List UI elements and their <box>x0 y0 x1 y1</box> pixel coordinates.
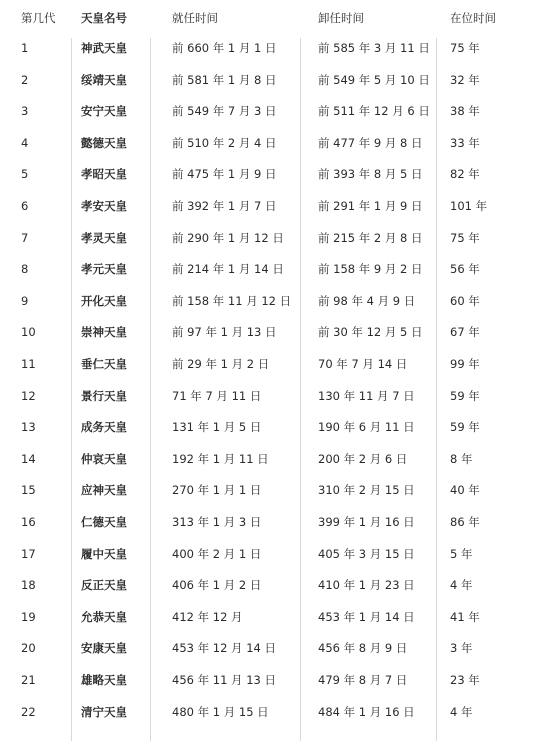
table-row <box>0 349 533 379</box>
cell-start-date: 前 475 年 1 月 9 日 <box>172 167 277 182</box>
cell-start-date: 前 581 年 1 月 8 日 <box>172 72 277 87</box>
cell-generation: 1 <box>21 41 29 55</box>
cell-emperor-name: 景行天皇 <box>81 388 127 403</box>
cell-start-date: 453 年 12 月 14 日 <box>172 641 276 656</box>
cell-reign-length: 67 年 <box>450 325 480 340</box>
cell-start-date: 406 年 1 月 2 日 <box>172 578 262 593</box>
table-row <box>0 223 533 253</box>
cell-emperor-name: 开化天皇 <box>81 293 127 308</box>
header-emperor-name: 天皇名号 <box>81 11 127 25</box>
cell-generation: 18 <box>21 578 36 593</box>
cell-generation: 3 <box>21 104 29 119</box>
cell-generation: 12 <box>21 388 36 403</box>
cell-reign-length: 59 年 <box>450 420 480 435</box>
table-row <box>0 159 533 189</box>
cell-reign-length: 99 年 <box>450 357 480 371</box>
cell-generation: 6 <box>21 199 29 213</box>
cell-start-date: 前 29 年 1 月 2 日 <box>172 357 270 371</box>
cell-emperor-name: 垂仁天皇 <box>81 357 127 371</box>
cell-start-date: 前 549 年 7 月 3 日 <box>172 104 277 119</box>
cell-start-date: 前 660 年 1 月 1 日 <box>172 41 277 55</box>
cell-reign-length: 8 年 <box>450 451 473 466</box>
cell-generation: 21 <box>21 673 36 687</box>
cell-end-date: 310 年 2 月 15 日 <box>318 483 415 498</box>
cell-emperor-name: 允恭天皇 <box>81 609 127 624</box>
cell-start-date: 前 158 年 11 月 12 日 <box>172 293 292 308</box>
cell-emperor-name: 神武天皇 <box>81 41 127 55</box>
table-row <box>0 697 533 727</box>
cell-generation: 22 <box>21 704 36 719</box>
table-row <box>0 444 533 474</box>
cell-start-date: 192 年 1 月 11 日 <box>172 451 269 466</box>
cell-end-date: 190 年 6 月 11 日 <box>318 420 415 435</box>
cell-generation: 15 <box>21 483 36 498</box>
cell-end-date: 200 年 2 月 6 日 <box>318 451 408 466</box>
table-row <box>0 33 533 63</box>
table-row <box>0 665 533 695</box>
cell-reign-length: 60 年 <box>450 293 480 308</box>
header-start-date: 就任时间 <box>172 11 218 25</box>
cell-end-date: 前 215 年 2 月 8 日 <box>318 230 423 245</box>
cell-reign-length: 40 年 <box>450 483 480 498</box>
cell-reign-length: 23 年 <box>450 673 480 687</box>
table-row <box>0 317 533 347</box>
cell-reign-length: 4 年 <box>450 578 473 593</box>
table-row <box>0 191 533 221</box>
cell-emperor-name: 孝昭天皇 <box>81 167 127 182</box>
header-reign-length: 在位时间 <box>450 11 496 25</box>
cell-emperor-name: 孝安天皇 <box>81 199 127 213</box>
cell-generation: 20 <box>21 641 36 656</box>
cell-start-date: 313 年 1 月 3 日 <box>172 515 262 529</box>
cell-reign-length: 101 年 <box>450 199 488 213</box>
cell-reign-length: 41 年 <box>450 609 480 624</box>
cell-end-date: 130 年 11 月 7 日 <box>318 388 415 403</box>
table-row <box>0 65 533 95</box>
cell-generation: 9 <box>21 293 29 308</box>
cell-emperor-name: 成务天皇 <box>81 420 127 435</box>
cell-emperor-name: 崇神天皇 <box>81 325 127 340</box>
cell-generation: 7 <box>21 230 29 245</box>
cell-start-date: 412 年 12 月 <box>172 609 243 624</box>
cell-generation: 13 <box>21 420 36 435</box>
cell-generation: 16 <box>21 515 36 529</box>
cell-end-date: 前 30 年 12 月 5 日 <box>318 325 423 340</box>
cell-emperor-name: 安康天皇 <box>81 641 127 656</box>
cell-end-date: 前 98 年 4 月 9 日 <box>318 293 416 308</box>
header-end-date: 卸任时间 <box>318 11 364 25</box>
table-row <box>0 286 533 316</box>
cell-start-date: 71 年 7 月 11 日 <box>172 388 262 403</box>
table-row <box>0 475 533 505</box>
cell-reign-length: 32 年 <box>450 72 480 87</box>
cell-reign-length: 82 年 <box>450 167 480 182</box>
table-header <box>0 3 533 33</box>
cell-emperor-name: 孝灵天皇 <box>81 230 127 245</box>
cell-reign-length: 38 年 <box>450 104 480 119</box>
cell-reign-length: 86 年 <box>450 515 480 529</box>
table-row <box>0 96 533 126</box>
cell-end-date: 前 291 年 1 月 9 日 <box>318 199 423 213</box>
cell-start-date: 前 214 年 1 月 14 日 <box>172 262 284 277</box>
cell-end-date: 前 511 年 12 月 6 日 <box>318 104 430 119</box>
cell-emperor-name: 应神天皇 <box>81 483 127 498</box>
cell-generation: 19 <box>21 609 36 624</box>
table-row <box>0 381 533 411</box>
cell-generation: 4 <box>21 135 29 150</box>
cell-generation: 2 <box>21 72 29 87</box>
cell-reign-length: 75 年 <box>450 41 480 55</box>
table-row <box>0 539 533 569</box>
cell-end-date: 前 393 年 8 月 5 日 <box>318 167 423 182</box>
table-row <box>0 507 533 537</box>
cell-end-date: 479 年 8 月 7 日 <box>318 673 408 687</box>
cell-end-date: 456 年 8 月 9 日 <box>318 641 408 656</box>
cell-generation: 11 <box>21 357 36 371</box>
cell-emperor-name: 懿德天皇 <box>81 135 127 150</box>
header-generation: 第几代 <box>21 11 56 25</box>
cell-emperor-name: 安宁天皇 <box>81 104 127 119</box>
cell-end-date: 70 年 7 月 14 日 <box>318 357 408 371</box>
cell-end-date: 前 549 年 5 月 10 日 <box>318 72 430 87</box>
cell-end-date: 前 158 年 9 月 2 日 <box>318 262 423 277</box>
table-row <box>0 412 533 442</box>
cell-end-date: 399 年 1 月 16 日 <box>318 515 415 529</box>
cell-end-date: 484 年 1 月 16 日 <box>318 704 415 719</box>
cell-generation: 5 <box>21 167 29 182</box>
cell-generation: 14 <box>21 451 36 466</box>
cell-end-date: 410 年 1 月 23 日 <box>318 578 415 593</box>
cell-emperor-name: 反正天皇 <box>81 578 127 593</box>
cell-reign-length: 4 年 <box>450 704 473 719</box>
cell-start-date: 456 年 11 月 13 日 <box>172 673 276 687</box>
cell-start-date: 前 97 年 1 月 13 日 <box>172 325 277 340</box>
cell-emperor-name: 仲哀天皇 <box>81 451 127 466</box>
cell-end-date: 405 年 3 月 15 日 <box>318 546 415 561</box>
cell-generation: 10 <box>21 325 36 340</box>
cell-start-date: 270 年 1 月 1 日 <box>172 483 262 498</box>
table-row <box>0 602 533 632</box>
cell-start-date: 480 年 1 月 15 日 <box>172 704 269 719</box>
cell-reign-length: 59 年 <box>450 388 480 403</box>
cell-generation: 17 <box>21 546 36 561</box>
cell-reign-length: 75 年 <box>450 230 480 245</box>
cell-reign-length: 5 年 <box>450 546 473 561</box>
cell-generation: 8 <box>21 262 29 277</box>
table-row <box>0 570 533 600</box>
cell-end-date: 前 585 年 3 月 11 日 <box>318 41 430 55</box>
cell-emperor-name: 雄略天皇 <box>81 673 127 687</box>
cell-start-date: 400 年 2 月 1 日 <box>172 546 262 561</box>
cell-start-date: 前 290 年 1 月 12 日 <box>172 230 284 245</box>
cell-reign-length: 56 年 <box>450 262 480 277</box>
table-row <box>0 633 533 663</box>
cell-emperor-name: 绥靖天皇 <box>81 72 127 87</box>
cell-start-date: 前 392 年 1 月 7 日 <box>172 199 277 213</box>
cell-emperor-name: 履中天皇 <box>81 546 127 561</box>
cell-start-date: 131 年 1 月 5 日 <box>172 420 262 435</box>
cell-reign-length: 3 年 <box>450 641 473 656</box>
cell-reign-length: 33 年 <box>450 135 480 150</box>
cell-emperor-name: 仁德天皇 <box>81 515 127 529</box>
cell-emperor-name: 清宁天皇 <box>81 704 127 719</box>
table-row <box>0 128 533 158</box>
cell-emperor-name: 孝元天皇 <box>81 262 127 277</box>
cell-end-date: 453 年 1 月 14 日 <box>318 609 415 624</box>
table-row <box>0 254 533 284</box>
cell-start-date: 前 510 年 2 月 4 日 <box>172 135 277 150</box>
cell-end-date: 前 477 年 9 月 8 日 <box>318 135 423 150</box>
